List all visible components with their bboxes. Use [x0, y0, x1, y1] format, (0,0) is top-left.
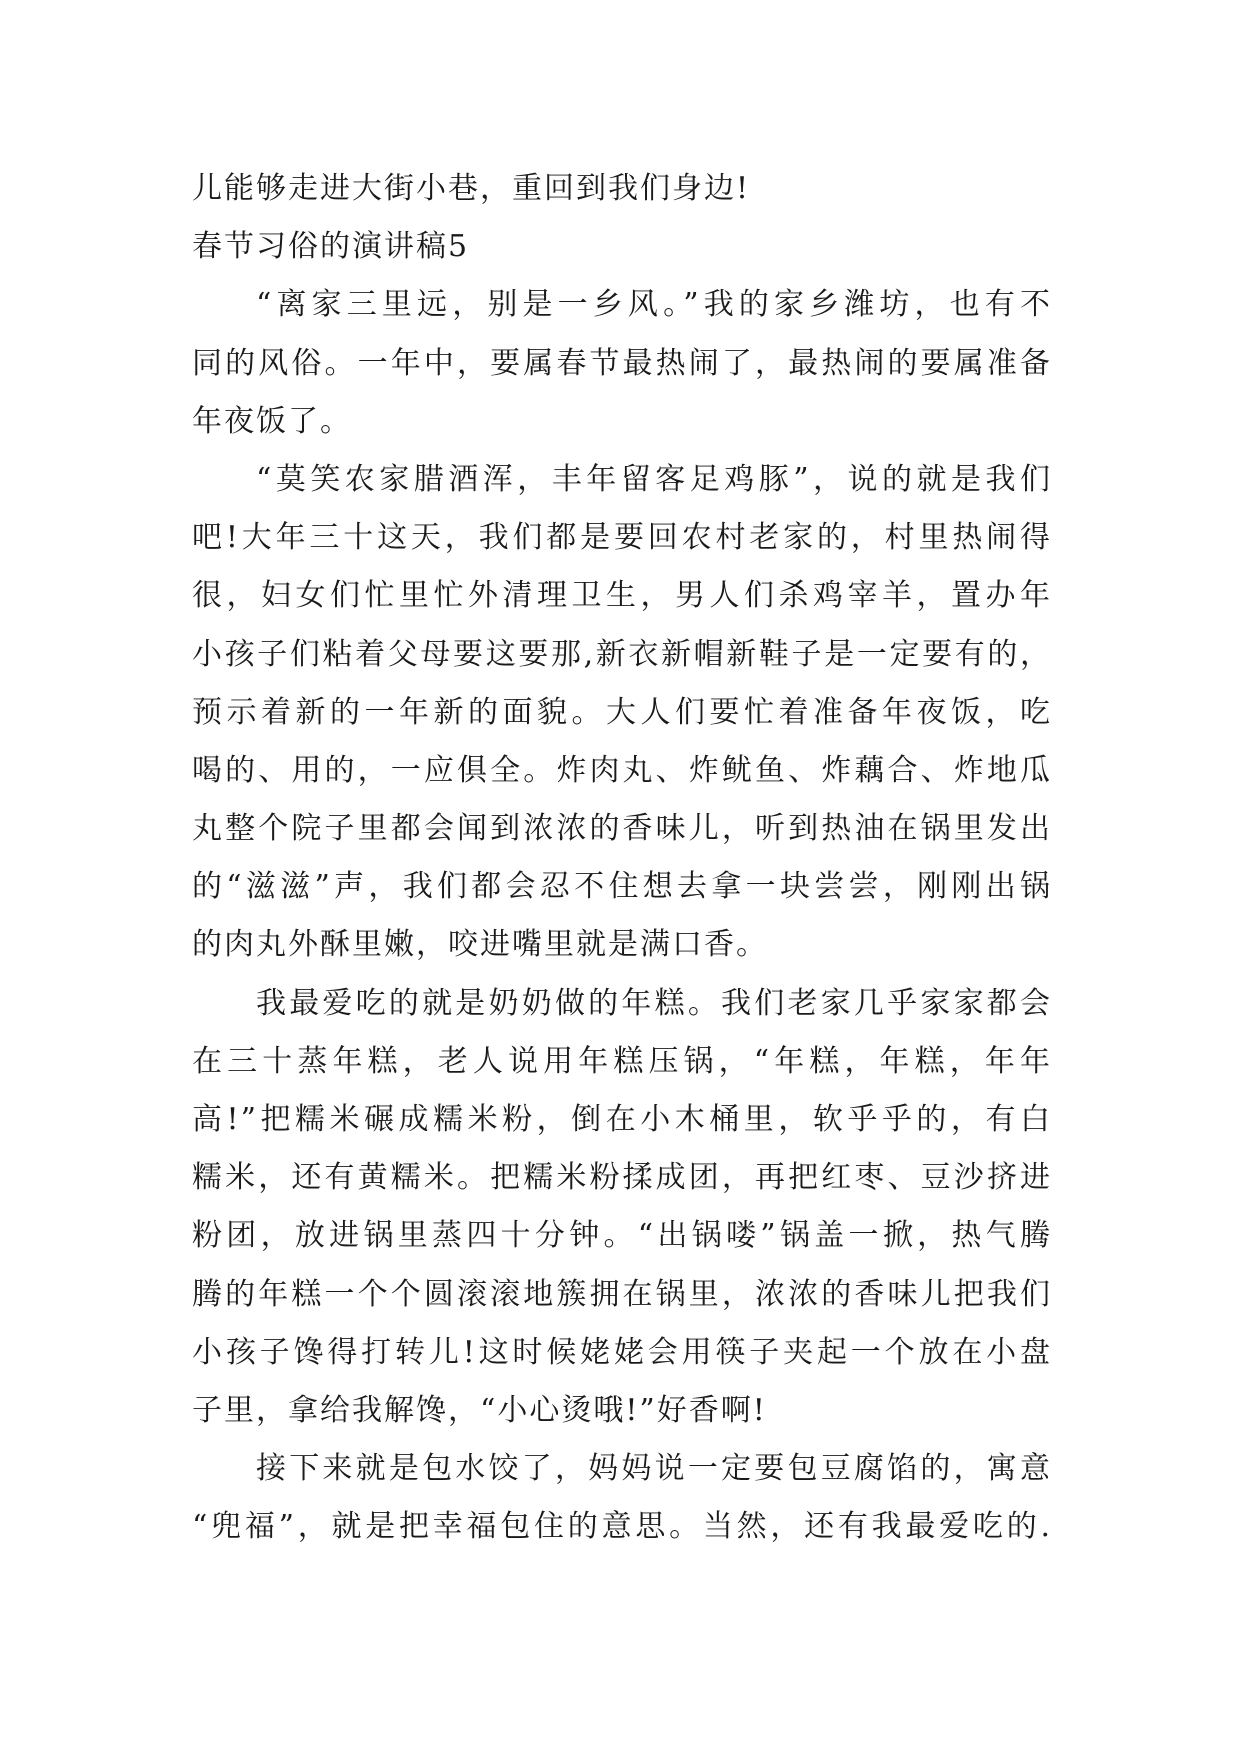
text-line: 腾的年糕一个个圆滚滚地簇拥在锅里，浓浓的香味儿把我们 [192, 1276, 1052, 1312]
document-body [192, 160, 1052, 1557]
text-line: “离家三里远，别是一乡风。”我的家乡潍坊，也有不 [256, 287, 1052, 323]
text-line: 吧!大年三十这天，我们都是要回农村老家的，村里热闹得 [192, 520, 1052, 556]
text-line: 子里，拿给我解馋，“小心烫哦!”好香啊! [192, 1392, 767, 1428]
text-line: 小孩子馋得打转儿!这时候姥姥会用筷子夹起一个放在小盘 [192, 1334, 1052, 1370]
text-line: 高!”把糯米碾成糯米粉，倒在小木桶里，软乎乎的，有白 [192, 1102, 1052, 1137]
text-line: 小孩子们粘着父母要这要那,新衣新帽新鞋子是一定要有的， [192, 636, 1052, 672]
text-line: “兜福”，就是把幸福包住的意思。当然，还有我最爱吃的. [192, 1509, 1052, 1545]
text-line: 年夜饭了。 [192, 403, 352, 439]
text-line: 预示着新的一年新的面貌。大人们要忙着准备年夜饭，吃 [192, 694, 1052, 730]
text-line: 接下来就是包水饺了，妈妈说一定要包豆腐馅的，寓意 [256, 1451, 1052, 1487]
text-line: 喝的、用的，一应俱全。炸肉丸、炸鱿鱼、炸藕合、炸地瓜 [192, 752, 1052, 788]
text-line: 同的风俗。一年中，要属春节最热闹了，最热闹的要属准备 [192, 345, 1052, 381]
text-line: 的肉丸外酥里嫩，咬进嘴里就是满口香。 [192, 927, 768, 963]
text-line: 粉团，放进锅里蒸四十分钟。“出锅喽”锅盖一掀，热气腾 [192, 1218, 1052, 1254]
text-line: 的“滋滋”声，我们都会忍不住想去拿一块尝尝，刚刚出锅 [192, 869, 1052, 905]
text-line: 儿能够走进大街小巷，重回到我们身边! [192, 171, 751, 206]
section-title: 春节习俗的演讲稿5 [192, 229, 470, 265]
text-line: 很，妇女们忙里忙外清理卫生，男人们杀鸡宰羊，置办年 [192, 578, 1052, 614]
text-line: 在三十蒸年糕，老人说用年糕压锅，“年糕，年糕，年年 [192, 1043, 1052, 1079]
text-line: “莫笑农家腊酒浑，丰年留客足鸡豚”，说的就是我们 [256, 461, 1052, 497]
text-line: 丸整个院子里都会闻到浓浓的香味儿，听到热油在锅里发出 [192, 811, 1052, 847]
text-line: 糯米，还有黄糯米。把糯米粉揉成团，再把红枣、豆沙挤进 [192, 1160, 1052, 1196]
text-line: 我最爱吃的就是奶奶做的年糕。我们老家几乎家家都会 [256, 985, 1052, 1021]
